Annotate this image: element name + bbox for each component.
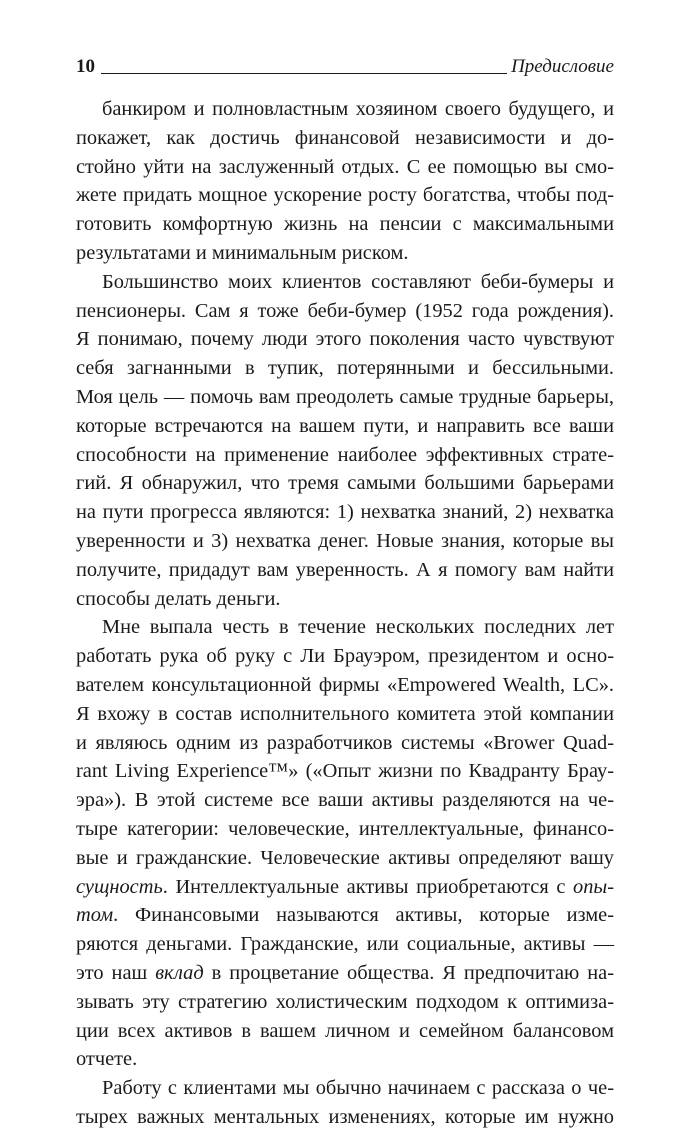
text-line [76,901,614,930]
text-line [76,815,614,844]
text-run: способности на применение наиболее эффективных страте- [76,443,614,466]
text-run: покажет, как достичь финансовой независимости и до- [76,126,614,149]
page-number: 10 [76,56,95,77]
text-run: уверенности и 3) нехватка денег. Новые знания, которые вы [76,529,614,552]
paragraph [76,1074,614,1132]
paragraph [76,268,614,614]
text-run: пенсионеры. Сам я тоже беби-бумер (1952 года рождения). [76,299,614,322]
text-run: эра»). В этой системе все ваши активы разделяются на че- [76,789,614,812]
text-line [76,729,614,758]
text-line [76,412,614,441]
text-run: тырех важных ментальных изменениях, которые им нужно [76,1105,614,1128]
text-run: отчете. [76,1048,138,1071]
text-run: которые встречаются на вашем пути, и направить все ваши [76,414,614,437]
text-run: это наш [76,961,156,984]
text-line [76,124,614,153]
emphasis-text: опы- [573,875,614,898]
text-run: Работу с клиентами мы обычно начинаем с рассказа о че- [102,1077,614,1100]
text-run: банкиром и полновластным хозяином своего будущего, и [102,98,614,120]
text-line [76,873,614,902]
text-line [76,786,614,815]
text-line [76,556,614,585]
emphasis-text: том [76,904,114,927]
text-run: Моя цель — помочь вам преодолеть самые трудные барьеры, [76,385,614,408]
text-run: гий. Я обнаружил, что тремя самыми большими барьерами [76,472,614,495]
text-line [76,354,614,383]
text-run: ции всех активов в вашем личном и семейном балансовом [76,1019,614,1042]
running-head [76,52,614,78]
header-rule [101,73,507,74]
text-run: результатами и минимальным риском. [76,241,409,264]
text-line [76,1103,614,1132]
text-line [76,383,614,412]
text-run: жете придать мощное ускорение росту богатства, чтобы под- [76,184,614,207]
text-line [76,1017,614,1046]
text-line [76,671,614,700]
text-line [76,441,614,470]
text-line [76,930,614,959]
text-run: Я понимаю, почему люди этого поколения часто чувствуют [76,328,614,351]
text-line [76,700,614,729]
text-line [76,239,614,268]
text-line [76,297,614,326]
text-run: ряются деньгами. Гражданские, или социальные, активы — [76,933,614,956]
text-line [76,469,614,498]
text-line [76,642,614,671]
section-title: Предисловие [511,56,614,77]
text-line [76,325,614,354]
text-run: вателем консультационной фирмы «Empowered Wealth, LC». [76,673,614,696]
text-line [76,988,614,1017]
text-line [76,1074,614,1103]
text-line [76,527,614,556]
text-line [76,498,614,527]
text-line [76,181,614,210]
text-run: работать рука об руку с Ли Брауэром, президентом и осно- [76,645,614,668]
text-run: вые и гражданские. Человеческие активы определяют вашу [76,846,614,869]
text-run: . Финансовыми называются активы, которые изме- [113,904,614,927]
text-run: Я вхожу в состав исполнительного комитета этой компании [76,702,614,725]
text-run: способы делать деньги. [76,587,281,610]
text-run: rant Living Experience™» («Опыт жизни по Квадранту Брау- [76,760,614,783]
paragraph [76,95,614,268]
text-run: тыре категории: человеческие, интеллектуальные, финансо- [76,817,614,840]
text-run: себя загнанными в тупик, потерянными и бессильными. [76,357,614,380]
text-line [76,1045,614,1074]
body-text [76,95,614,1132]
text-run: Мне выпала честь в течение нескольких последних лет [102,616,614,639]
emphasis-text: сущность [76,875,163,898]
text-line [76,153,614,182]
text-run: Большинство моих клиентов составляют беби-бумеры и [102,270,614,293]
text-line [76,757,614,786]
text-run: . Интеллектуальные активы приобретаются с [162,875,573,898]
text-line [76,268,614,297]
text-run: получите, придадут вам уверенность. А я помогу вам найти [76,558,614,581]
text-line [76,585,614,614]
book-page [76,52,614,1132]
text-line [76,844,614,873]
text-run: стойно уйти на заслуженный отдых. С ее помощью вы смо- [76,155,614,178]
text-line [76,613,614,642]
text-run: зывать эту стратегию холистическим подходом к оптимиза- [76,990,614,1013]
text-run: и являюсь одним из разработчиков системы «Brower Quad- [76,731,614,754]
text-run: на пути прогресса являются: 1) нехватка знаний, 2) нехватка [76,501,614,524]
text-line [76,95,614,124]
text-run: в процветание общества. Я предпочитаю на- [203,961,614,984]
text-run: готовить комфортную жизнь на пенсии с максимальными [76,213,614,236]
text-line [76,210,614,239]
text-line [76,959,614,988]
paragraph [76,613,614,1074]
emphasis-text: вклад [155,961,204,984]
